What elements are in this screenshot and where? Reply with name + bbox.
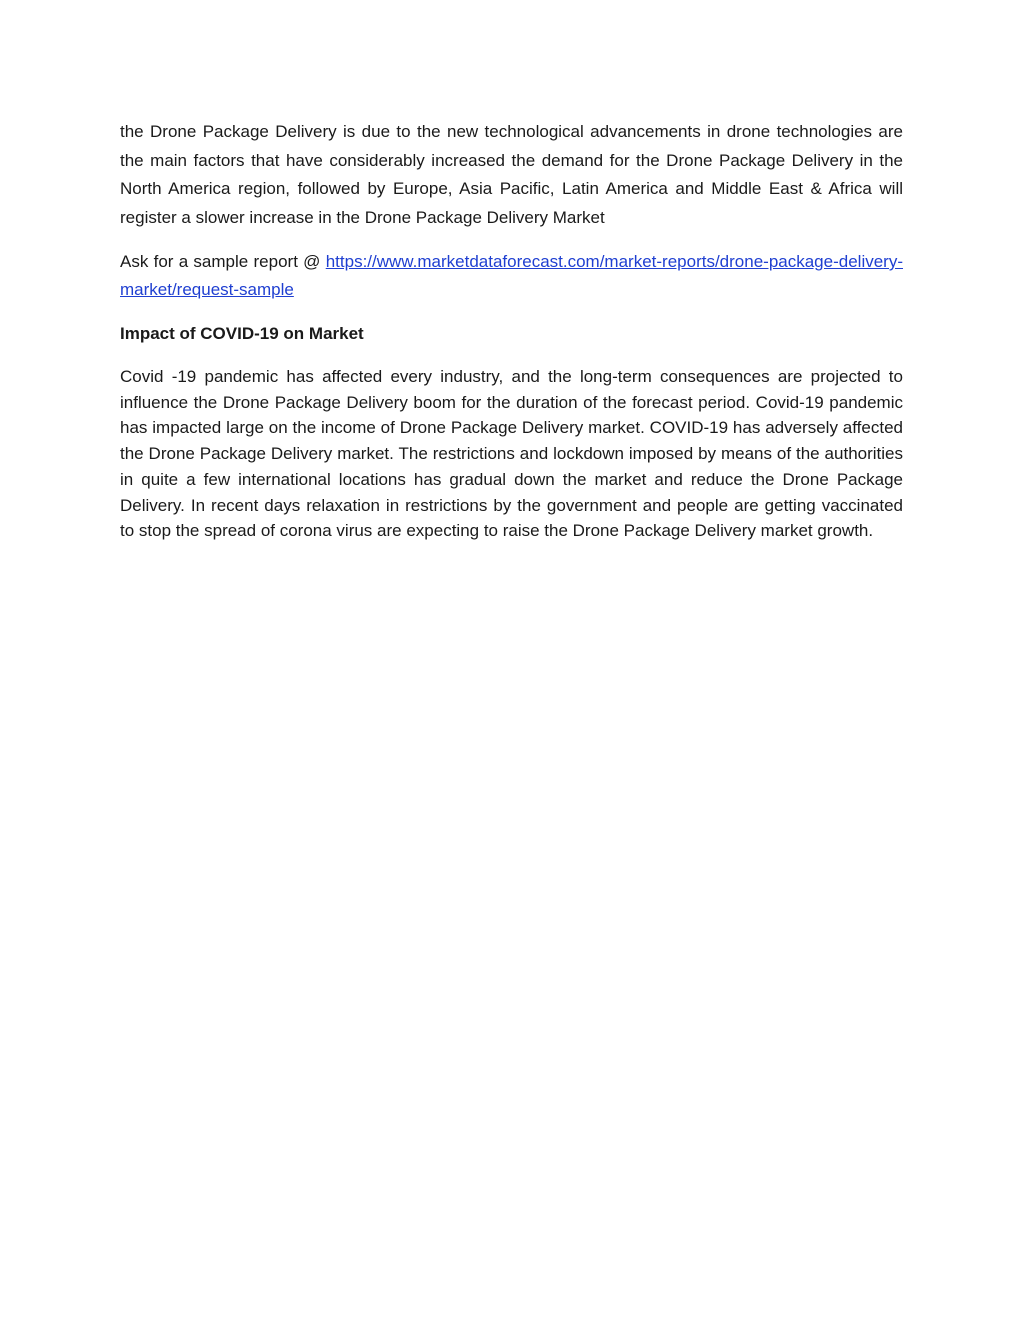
covid-paragraph: Covid -19 pandemic has affected every industry, and the long-term consequences are projected to influence the Drone Package Delivery boom for the duration of the forecast period. Covid-19 pandemic has impacted large on the income of Drone Package Delivery market. COVID-19 has adversely affected the Drone Package Delivery market. The restrictions and lockdown imposed by means of the authorities in quite a few international locations has gradual down the market and reduce the Drone Package Delivery. In recent days relaxation in restrictions by the government and people are getting vaccinated to stop the spread of corona virus are expecting to raise the Drone Package Delivery market growth. bbox=[120, 367, 903, 541]
document-page bbox=[120, 118, 903, 544]
sample-request-prefix: Ask for a sample report @ bbox=[120, 252, 326, 271]
sample-request-link[interactable]: https://www.marketdataforecast.com/market-reports/drone-package-delivery-market/request-sample bbox=[120, 252, 903, 299]
intro-paragraph: the Drone Package Delivery is due to the new technological advancements in drone technologies are the main factors that have considerably increased the demand for the Drone Package Delivery in the North America region, followed by Europe, Asia Pacific, Latin America and Middle East & Africa will register a slower increase in the Drone Package Delivery Market bbox=[120, 122, 903, 227]
covid-heading: Impact of COVID-19 on Market bbox=[120, 324, 364, 343]
sample-request-paragraph bbox=[120, 248, 903, 304]
